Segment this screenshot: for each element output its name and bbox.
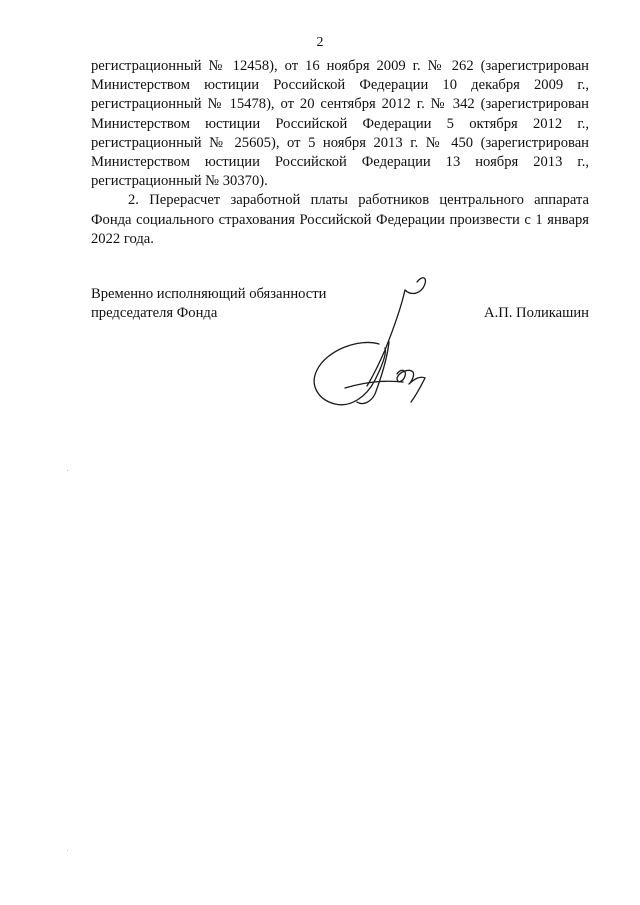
page-number: 2 (316, 35, 324, 50)
handwritten-signature (305, 268, 445, 413)
scan-speck (67, 850, 68, 851)
scan-speck (67, 470, 68, 471)
signatory-title (91, 285, 326, 323)
paragraph-item-2: 2. Перерасчет заработной платы работников центрального аппарата Фонда социального страхования Российской Федерации произвести с 1 января 2022 года. (91, 192, 589, 247)
paragraph-continuation: регистрационный № 12458), от 16 ноября 2009 г. № 262 (зарегистрирован Министерством юстиции Российской Федерации 10 декабря 2009 г., регистрационный № 15478), от 20 сентября 2012 г. № 342 (зарегистрирован Министерством юстиции Российской Федерации 5 октября 2012 г., регистрационный № 25605), от 5 ноября 2013 г. № 450 (зарегистрирован Министерством юстиции Российской Федерации 13 ноября 2013 г., регистрационный № 30370). (91, 58, 589, 190)
document-body (91, 57, 589, 249)
signatory-title-line-1: Временно исполняющий обязанности (91, 286, 327, 302)
signatory-title-line-2: председателя Фонда (91, 305, 218, 322)
signatory-name: А.П. Поликашин (484, 305, 589, 321)
